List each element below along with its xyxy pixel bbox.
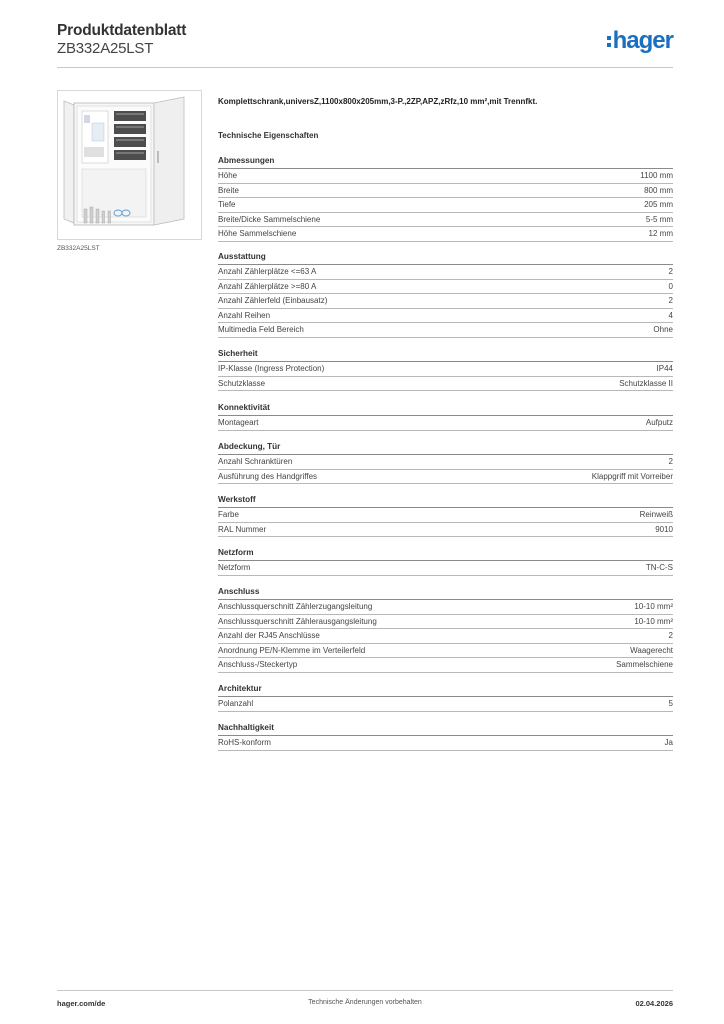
spec-label: Anschlussquerschnitt Zählerausgangsleitung — [218, 616, 377, 626]
logo-dots-icon — [607, 36, 611, 50]
spec-value: 2 — [668, 296, 673, 306]
section-sicherheit — [218, 348, 673, 391]
spec-row — [218, 629, 673, 644]
spec-value: Klappgriff mit Vorreiber — [591, 471, 673, 481]
section-title: Anschluss — [218, 586, 673, 600]
section-title: Abdeckung, Tür — [218, 441, 673, 455]
spec-label: Anzahl der RJ45 Anschlüsse — [218, 631, 320, 641]
specs-title: Technische Eigenschaften — [218, 131, 319, 140]
spec-row — [218, 644, 673, 659]
spec-label: Breite — [218, 185, 239, 195]
section-anschluss — [218, 586, 673, 673]
spec-label: Anzahl Zählerplätze <=63 A — [218, 267, 317, 277]
section-abdeckung-tuer — [218, 441, 673, 484]
spec-value: Ja — [664, 738, 673, 748]
spec-label: Tiefe — [218, 200, 236, 210]
product-image — [57, 90, 202, 240]
page-header — [57, 20, 673, 68]
section-title: Sicherheit — [218, 348, 673, 362]
spec-row — [218, 416, 673, 431]
section-title: Abmessungen — [218, 155, 673, 169]
spec-value: 9010 — [655, 524, 673, 534]
spec-label: Polanzahl — [218, 699, 254, 709]
spec-label: Anordnung PE/N-Klemme im Verteilerfeld — [218, 645, 366, 655]
spec-label: Farbe — [218, 510, 239, 520]
spec-label: RAL Nummer — [218, 524, 267, 534]
spec-value: 2 — [668, 267, 673, 277]
spec-row — [218, 198, 673, 213]
spec-row — [218, 280, 673, 295]
spec-label: Schutzklasse — [218, 378, 266, 388]
page-footer — [57, 990, 673, 1012]
spec-value: 10-10 mm² — [634, 616, 673, 626]
spec-value: 0 — [668, 281, 673, 291]
spec-row — [218, 600, 673, 615]
spec-label: IP-Klasse (Ingress Protection) — [218, 364, 325, 374]
spec-label: Anzahl Schranktüren — [218, 457, 293, 467]
spec-value: 1100 mm — [640, 171, 673, 181]
section-netzform — [218, 547, 673, 576]
spec-row — [218, 470, 673, 485]
section-title: Werkstoff — [218, 494, 673, 508]
section-ausstattung — [218, 251, 673, 338]
spec-value: 4 — [668, 310, 673, 320]
footer-notice: Technische Änderungen vorbehalten — [308, 999, 422, 1006]
spec-value: Schutzklasse II — [619, 378, 673, 388]
product-code: ZB332A25LST — [57, 40, 154, 57]
spec-label: Höhe — [218, 171, 238, 181]
spec-row — [218, 736, 673, 751]
spec-value: Reinweiß — [639, 510, 673, 520]
spec-row — [218, 294, 673, 309]
logo-text: hager — [612, 27, 673, 54]
hager-logo — [607, 28, 673, 54]
spec-value: 2 — [668, 631, 673, 641]
page-title: Produktdatenblatt — [57, 22, 187, 39]
spec-label: Multimedia Feld Bereich — [218, 325, 304, 335]
spec-row — [218, 213, 673, 228]
spec-row — [218, 309, 673, 324]
spec-row — [218, 523, 673, 538]
spec-row — [218, 615, 673, 630]
spec-value: IP44 — [656, 364, 673, 374]
section-konnektivitaet — [218, 402, 673, 431]
section-title: Architektur — [218, 683, 673, 697]
spec-value: 2 — [668, 457, 673, 467]
spec-row — [218, 377, 673, 392]
spec-label: RoHS-konform — [218, 738, 271, 748]
footer-date: 02.04.2026 — [635, 999, 673, 1008]
spec-value: 205 mm — [644, 200, 673, 210]
spec-value: 800 mm — [644, 185, 673, 195]
spec-value: 5-5 mm — [645, 214, 673, 224]
spec-row — [218, 184, 673, 199]
spec-label: Ausführung des Handgriffes — [218, 471, 318, 481]
section-title: Ausstattung — [218, 251, 673, 265]
spec-value: Sammelschiene — [616, 660, 673, 670]
spec-value: Waagerecht — [630, 645, 673, 655]
spec-label: Anzahl Zählerfeld (Einbausatz) — [218, 296, 328, 306]
spec-label: Netzform — [218, 563, 251, 573]
spec-label: Anzahl Reihen — [218, 310, 271, 320]
footer-website-link[interactable]: hager.com/de — [57, 999, 106, 1008]
spec-row — [218, 561, 673, 576]
spec-value: 5 — [668, 699, 673, 709]
section-title: Nachhaltigkeit — [218, 722, 673, 736]
spec-value: TN-C-S — [645, 563, 673, 573]
spec-row — [218, 697, 673, 712]
spec-row — [218, 455, 673, 470]
section-abmessungen — [218, 155, 673, 242]
spec-row — [218, 169, 673, 184]
section-title: Konnektivität — [218, 402, 673, 416]
spec-row — [218, 362, 673, 377]
spec-label: Montageart — [218, 418, 259, 428]
section-nachhaltigkeit — [218, 722, 673, 751]
spec-value: 12 mm — [648, 229, 673, 239]
spec-row — [218, 227, 673, 242]
spec-label: Breite/Dicke Sammelschiene — [218, 214, 321, 224]
spec-label: Anschlussquerschnitt Zählerzugangsleitung — [218, 602, 373, 612]
spec-label: Anschluss-/Steckertyp — [218, 660, 298, 670]
spec-row — [218, 323, 673, 338]
cabinet-illustration-icon — [58, 91, 201, 239]
spec-row — [218, 658, 673, 673]
spec-row — [218, 508, 673, 523]
section-werkstoff — [218, 494, 673, 537]
spec-value: Aufputz — [645, 418, 673, 428]
spec-label: Anzahl Zählerplätze >=80 A — [218, 281, 317, 291]
spec-row — [218, 265, 673, 280]
spec-label: Höhe Sammelschiene — [218, 229, 297, 239]
product-image-caption: ZB332A25LST — [57, 245, 100, 252]
section-title: Netzform — [218, 547, 673, 561]
product-description: Komplettschrank,universZ,1100x800x205mm,3-P.,2ZP,APZ,zRfz,10 mm²,mit Trennfkt. — [218, 97, 538, 106]
section-architektur — [218, 683, 673, 712]
spec-value: 10-10 mm² — [634, 602, 673, 612]
spec-value: Ohne — [653, 325, 673, 335]
